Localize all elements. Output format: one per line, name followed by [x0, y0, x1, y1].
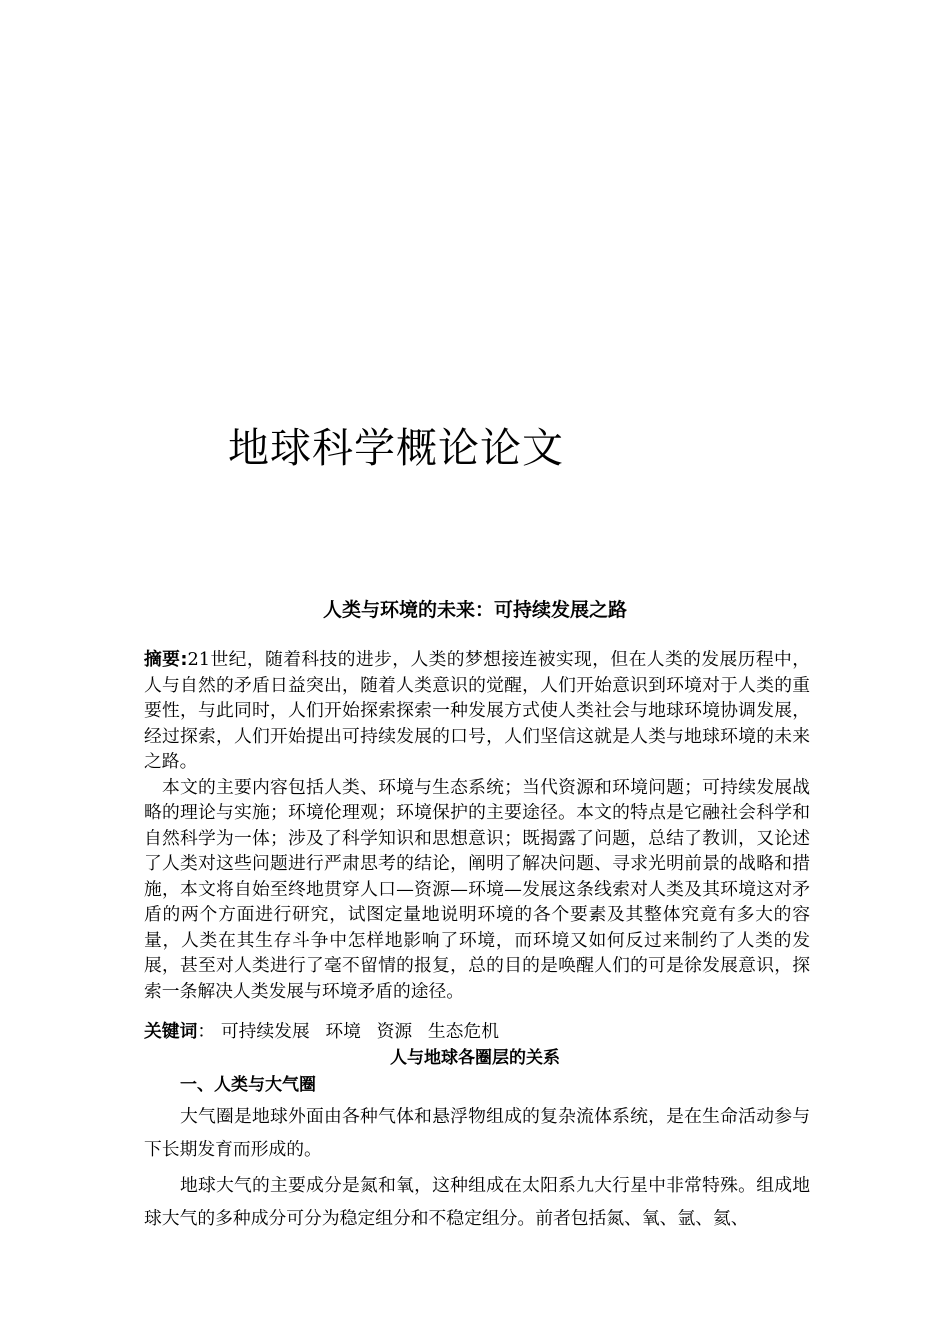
abstract-paragraph-2: 本文的主要内容包括人类、环境与生态系统；当代资源和环境问题；可持续发展战略的理论与实施；环境伦理观；环境保护的主要途径。本文的特点是它融社会科学和自然科学为一体；涉及了科学知识和思想意识；既揭露了问题，总结了教训，又论述了人类对这些问题进行严肃思考的结论，阐明了解决问题、寻求光明前景的战略和措施，本文将自始至终地贯穿人口—资源—环境—发展这条线索对人类及其环境这对矛盾的两个方面进行研究，试图定量地说明环境的各个要素及其整体究竟有多大的容量，人类在其生存斗争中怎样地影响了环境，而环境又如何反过来制约了人类的发展，甚至对人类进行了毫不留情的报复，总的目的是唤醒人们的可是徐发展意识，探索一条解决人类发展与环境矛盾的途径。	[144, 776, 810, 1002]
abstract-text-1: 21世纪，随着科技的进步，人类的梦想接连被实现，但在人类的发展历程中，人与自然的矛盾日益突出，随着人类意识的觉醒，人们开始意识到环境对于人类的重要性，与此同时，人们开始探索探索一种发展方式使人类社会与地球环境协调发展，经过探索，人们开始提出可持续发展的口号，人们坚信这就是人类与地球环境的未来之路。	[144, 649, 810, 772]
abstract-label: 摘要:	[144, 649, 188, 670]
keywords-label: 关键词	[144, 1021, 198, 1042]
keyword-term: 生态危机	[427, 1021, 499, 1042]
keyword-term: 资源	[376, 1021, 413, 1042]
body-paragraph: 地球大气的主要成分是氮和氧，这种组成在太阳系九大行星中非常特殊。组成地球大气的多种成分可分为稳定组分和不稳定组分。前者包括氮、氧、氩、氦、	[144, 1175, 810, 1229]
keywords	[144, 1019, 509, 1045]
keyword-term: 可持续发展	[220, 1021, 310, 1042]
paper-title: 人类与环境的未来：可持续发展之路	[322, 599, 627, 621]
body-paragraph: 大气圈是地球外面由各种气体和悬浮物组成的复杂流体系统，是在生命活动参与下长期发育而形成的。	[144, 1106, 810, 1160]
section-subheading: 一、人类与大气圈	[180, 1075, 316, 1095]
abstract	[144, 647, 810, 1004]
abstract-paragraph-1	[144, 647, 810, 775]
section-title: 人与地球各圈层的关系	[390, 1048, 560, 1068]
keywords-separator: ：	[197, 1021, 216, 1042]
section-body	[144, 1100, 810, 1238]
keyword-term: 环境	[325, 1021, 361, 1042]
cover-title: 地球科学概论论文	[228, 424, 564, 472]
